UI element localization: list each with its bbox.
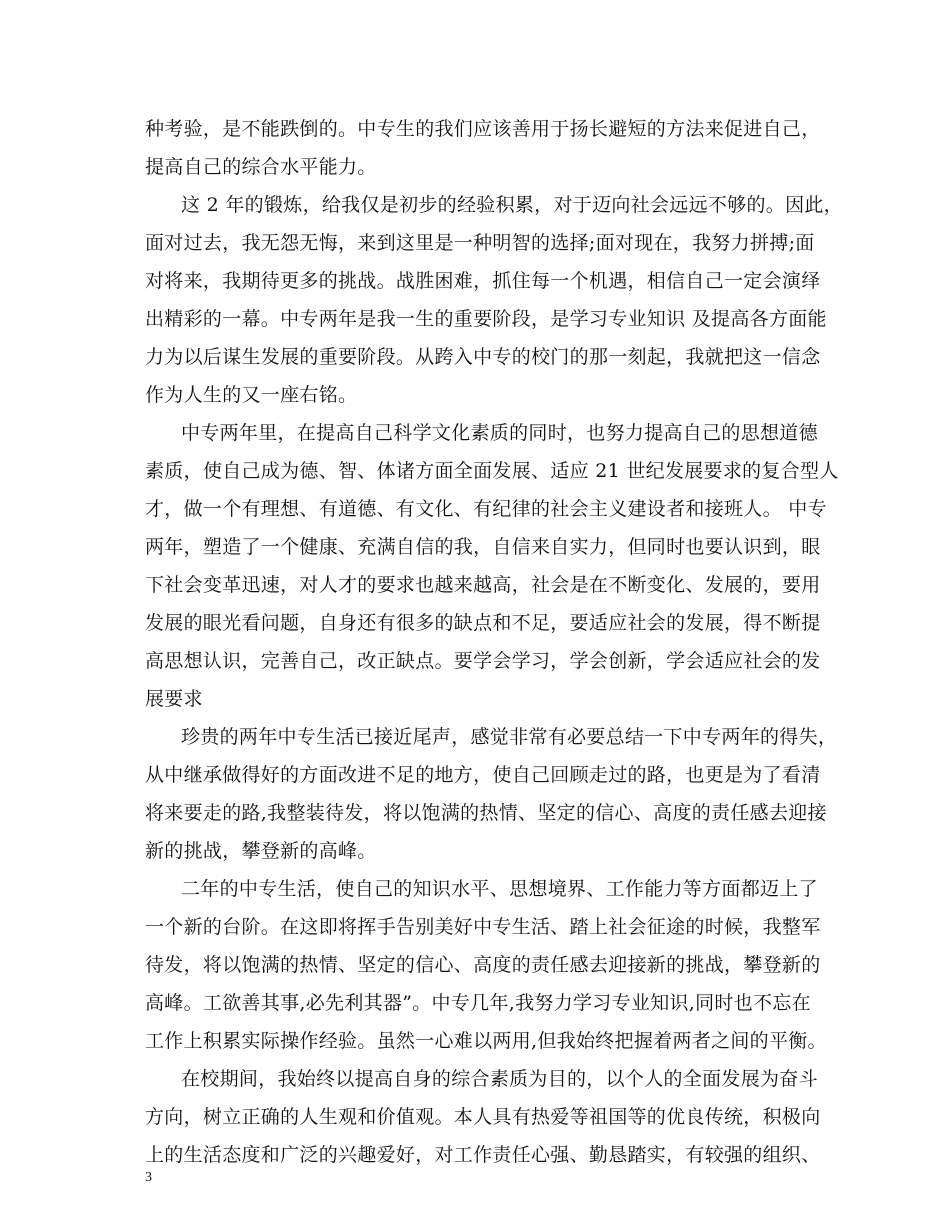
text-line: 在校期间，我始终以提高自身的综合素质为目的，以个人的全面发展为奋斗 xyxy=(181,1068,818,1090)
text-line: 这 2 年的锻炼，给我仅是初步的经验积累，对于迈向社会远远不够的。因此， xyxy=(181,194,843,216)
text-line: 方向，树立正确的人生观和价值观。本人具有热爱等祖国等的优良传统，积极向 xyxy=(145,1106,821,1128)
text-line: 待发，将以饱满的热情、坚定的信心、高度的责任感去迎接新的挑战，攀登新的 xyxy=(145,954,821,976)
text-line: 展要求 xyxy=(145,688,203,710)
text-line: 面对过去，我无怨无悔，来到这里是一种明智的选择;面对现在，我努力拼搏;面 xyxy=(145,232,815,254)
text-line: 提高自己的综合水平能力。 xyxy=(145,156,377,178)
text-line: 两年，塑造了一个健康、充满自信的我，自信来自实力，但同时也要认识到，眼 xyxy=(145,536,821,558)
text-line: 珍贵的两年中专生活已接近尾声，感觉非常有必要总结一下中专两年的得失， xyxy=(181,726,838,748)
text-line: 发展的眼光看问题，自身还有很多的缺点和不足，要适应社会的发展，得不断提 xyxy=(145,612,821,634)
text-line: 作为人生的又一座右铭。 xyxy=(145,384,358,406)
text-line: 上的生活态度和广泛的兴趣爱好，对工作责任心强、勤恳踏实，有较强的组织、 xyxy=(145,1144,821,1166)
text-line: 才，做一个有理想、有道德、有文化、有纪律的社会主义建设者和接班人。 中专 xyxy=(145,498,827,520)
text-line: 一个新的台阶。在这即将挥手告别美好中专生活、踏上社会征途的时候，我整军 xyxy=(145,916,821,938)
text-line: 二年的中专生活，使自己的知识水平、思想境界、工作能力等方面都迈上了 xyxy=(181,878,818,900)
page-number: 3 xyxy=(145,1170,152,1185)
text-line: 出精彩的一幕。中专两年是我一生的重要阶段，是学习专业知识 及提高各方面能 xyxy=(145,308,827,330)
text-line: 高峰。工欲善其事,必先利其器”。中专几年,我努力学习专业知识,同时也不忘在 xyxy=(145,992,811,1014)
text-line: 素质，使自己成为德、智、体诸方面全面发展、适应 21 世纪发展要求的复合型人 xyxy=(145,460,839,482)
text-line: 将来要走的路,我整装待发，将以饱满的热情、坚定的信心、高度的责任感去迎接 xyxy=(145,802,827,824)
text-line: 中专两年里，在提高自己科学文化素质的同时，也努力提高自己的思想道德 xyxy=(181,422,818,444)
text-line: 下社会变革迅速，对人才的要求也越来越高，社会是在不断变化、发展的，要用 xyxy=(145,574,821,596)
text-line: 工作上积累实际操作经验。虽然一心难以两用,但我始终把握着两者之间的平衡。 xyxy=(145,1030,827,1052)
text-line: 从中继承做得好的方面改进不足的地方，使自己回顾走过的路，也更是为了看清 xyxy=(145,764,821,786)
text-line: 种考验，是不能跌倒的。中专生的我们应该善用于扬长避短的方法来促进自己， xyxy=(145,118,821,140)
text-line: 高思想认识，完善自己，改正缺点。要学会学习，学会创新，学会适应社会的发 xyxy=(145,650,821,672)
text-line: 新的挑战，攀登新的高峰。 xyxy=(145,840,377,862)
text-line: 力为以后谋生发展的重要阶段。从跨入中专的校门的那一刻起，我就把这一信念 xyxy=(145,346,821,368)
text-line: 对将来，我期待更多的挑战。战胜困难，抓住每一个机遇，相信自己一定会演绎 xyxy=(145,270,821,292)
